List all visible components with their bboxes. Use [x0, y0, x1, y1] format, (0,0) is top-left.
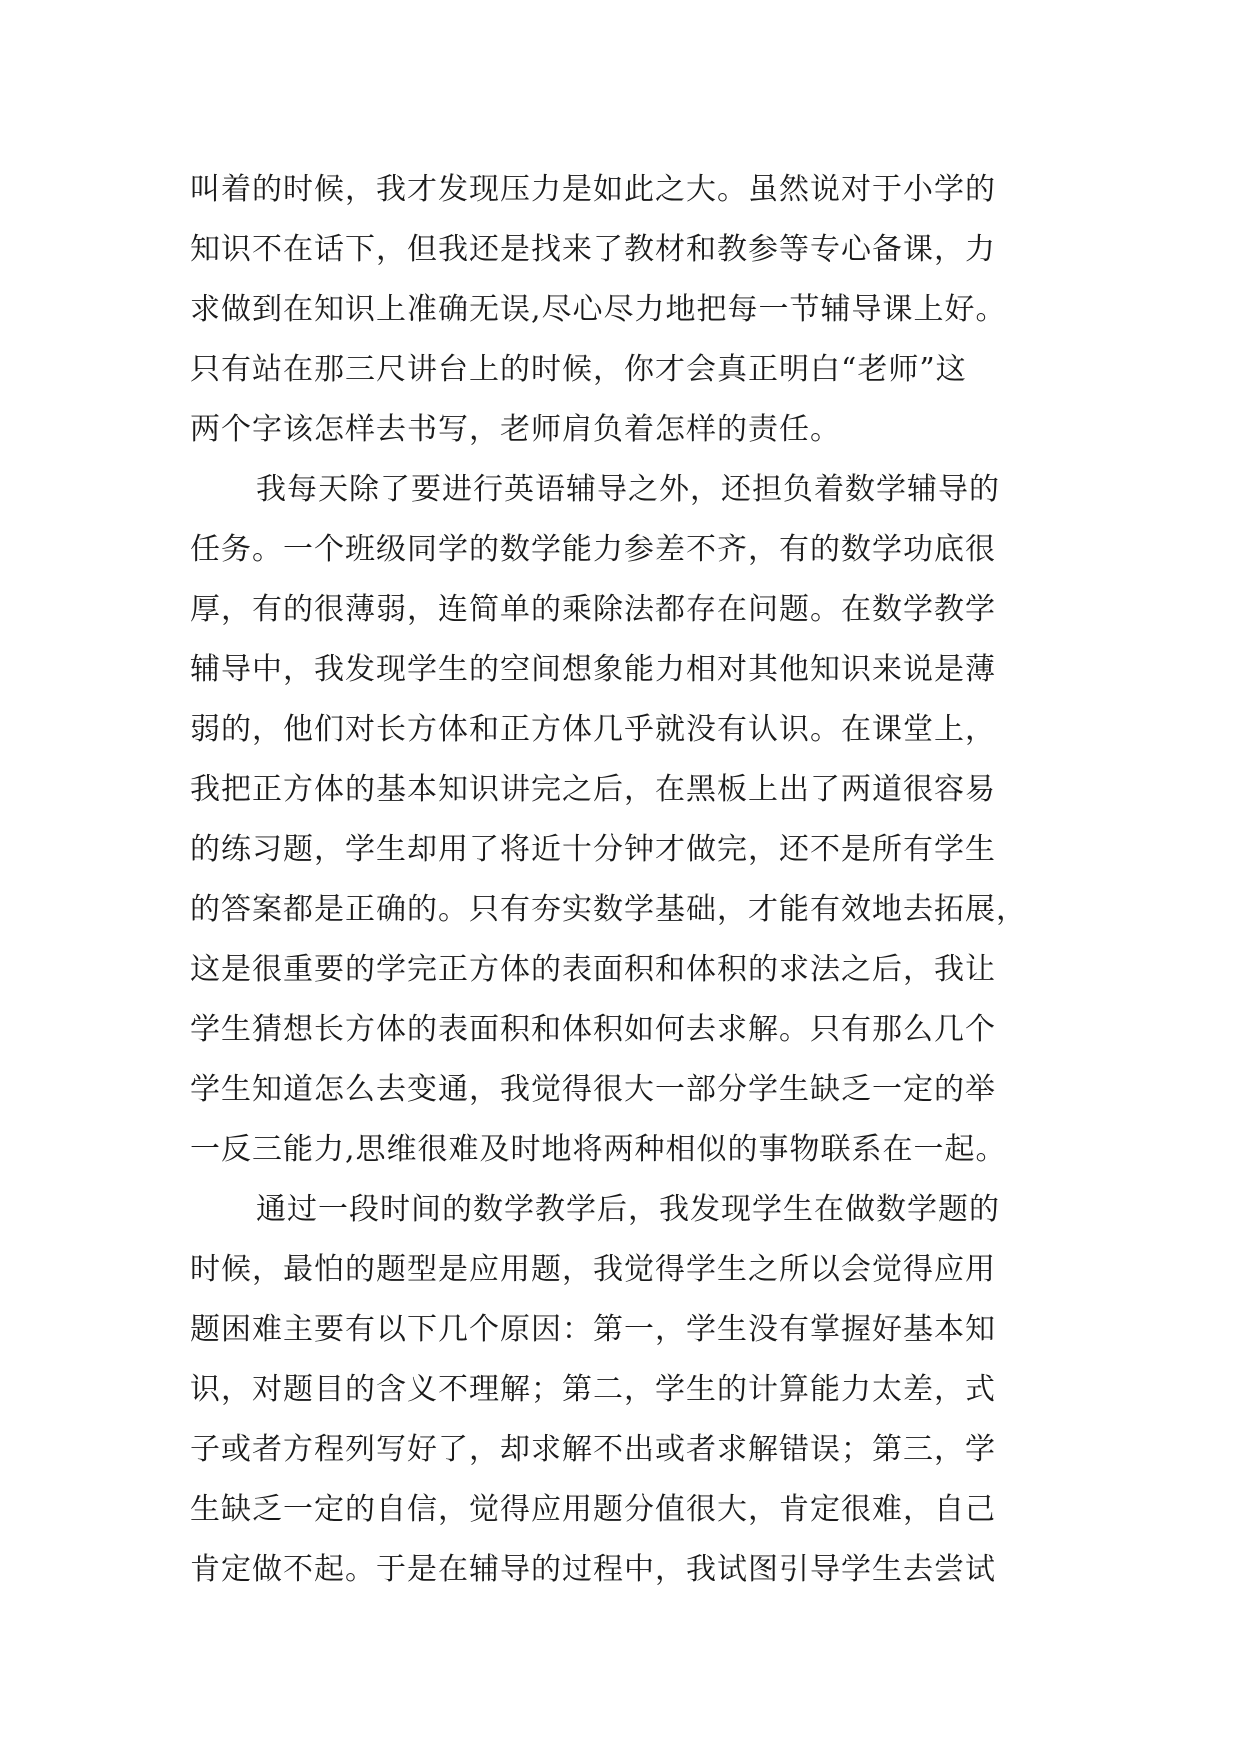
text-line: 的练习题，学生却用了将近十分钟才做完，还不是所有学生 [190, 832, 996, 867]
text-line: 这是很重要的学完正方体的表面积和体积的求法之后，我让 [190, 952, 996, 987]
text-line: 厚，有的很薄弱，连简单的乘除法都存在问题。在数学教学 [190, 592, 996, 627]
text-line: 学生猜想长方体的表面积和体积如何去求解。只有那么几个 [190, 1012, 996, 1047]
text-line: 辅导中，我发现学生的空间想象能力相对其他知识来说是薄 [190, 652, 996, 687]
text-line: 知识不在话下，但我还是找来了教材和教参等专心备课，力 [190, 232, 996, 267]
text-line: 生缺乏一定的自信，觉得应用题分值很大，肯定很难，自己 [190, 1492, 996, 1527]
text-line: 求做到在知识上准确无误,尽心尽力地把每一节辅导课上好。 [190, 292, 1007, 327]
body-text [190, 160, 1050, 1600]
text-line: 我把正方体的基本知识讲完之后，在黑板上出了两道很容易 [190, 772, 996, 807]
text-line: 任务。一个班级同学的数学能力参差不齐，有的数学功底很 [190, 532, 996, 567]
text-line: 两个字该怎样去书写，老师肩负着怎样的责任。 [190, 412, 841, 447]
text-line: 一反三能力,思维很难及时地将两种相似的事物联系在一起。 [190, 1132, 1007, 1167]
paragraph-first-line: 我每天除了要进行英语辅导之外，还担负着数学辅导的 [256, 472, 1000, 507]
text-line: 肯定做不起。于是在辅导的过程中，我试图引导学生去尝试 [190, 1552, 996, 1587]
text-line: 叫着的时候，我才发现压力是如此之大。虽然说对于小学的 [190, 172, 996, 207]
text-line: 时候，最怕的题型是应用题，我觉得学生之所以会觉得应用 [190, 1252, 996, 1287]
text-line: 识，对题目的含义不理解；第二，学生的计算能力太差，式 [190, 1372, 996, 1407]
text-line: 只有站在那三尺讲台上的时候，你才会真正明白“老师”这 [190, 352, 967, 387]
paragraph-first-line: 通过一段时间的数学教学后，我发现学生在做数学题的 [256, 1192, 1000, 1227]
text-line: 子或者方程列写好了，却求解不出或者求解错误；第三，学 [190, 1432, 996, 1467]
text-line: 学生知道怎么去变通，我觉得很大一部分学生缺乏一定的举 [190, 1072, 996, 1107]
text-line: 的答案都是正确的。只有夯实数学基础，才能有效地去拓展， [190, 892, 1027, 927]
text-line: 题困难主要有以下几个原因：第一，学生没有掌握好基本知 [190, 1312, 996, 1347]
text-line: 弱的，他们对长方体和正方体几乎就没有认识。在课堂上， [190, 712, 996, 747]
